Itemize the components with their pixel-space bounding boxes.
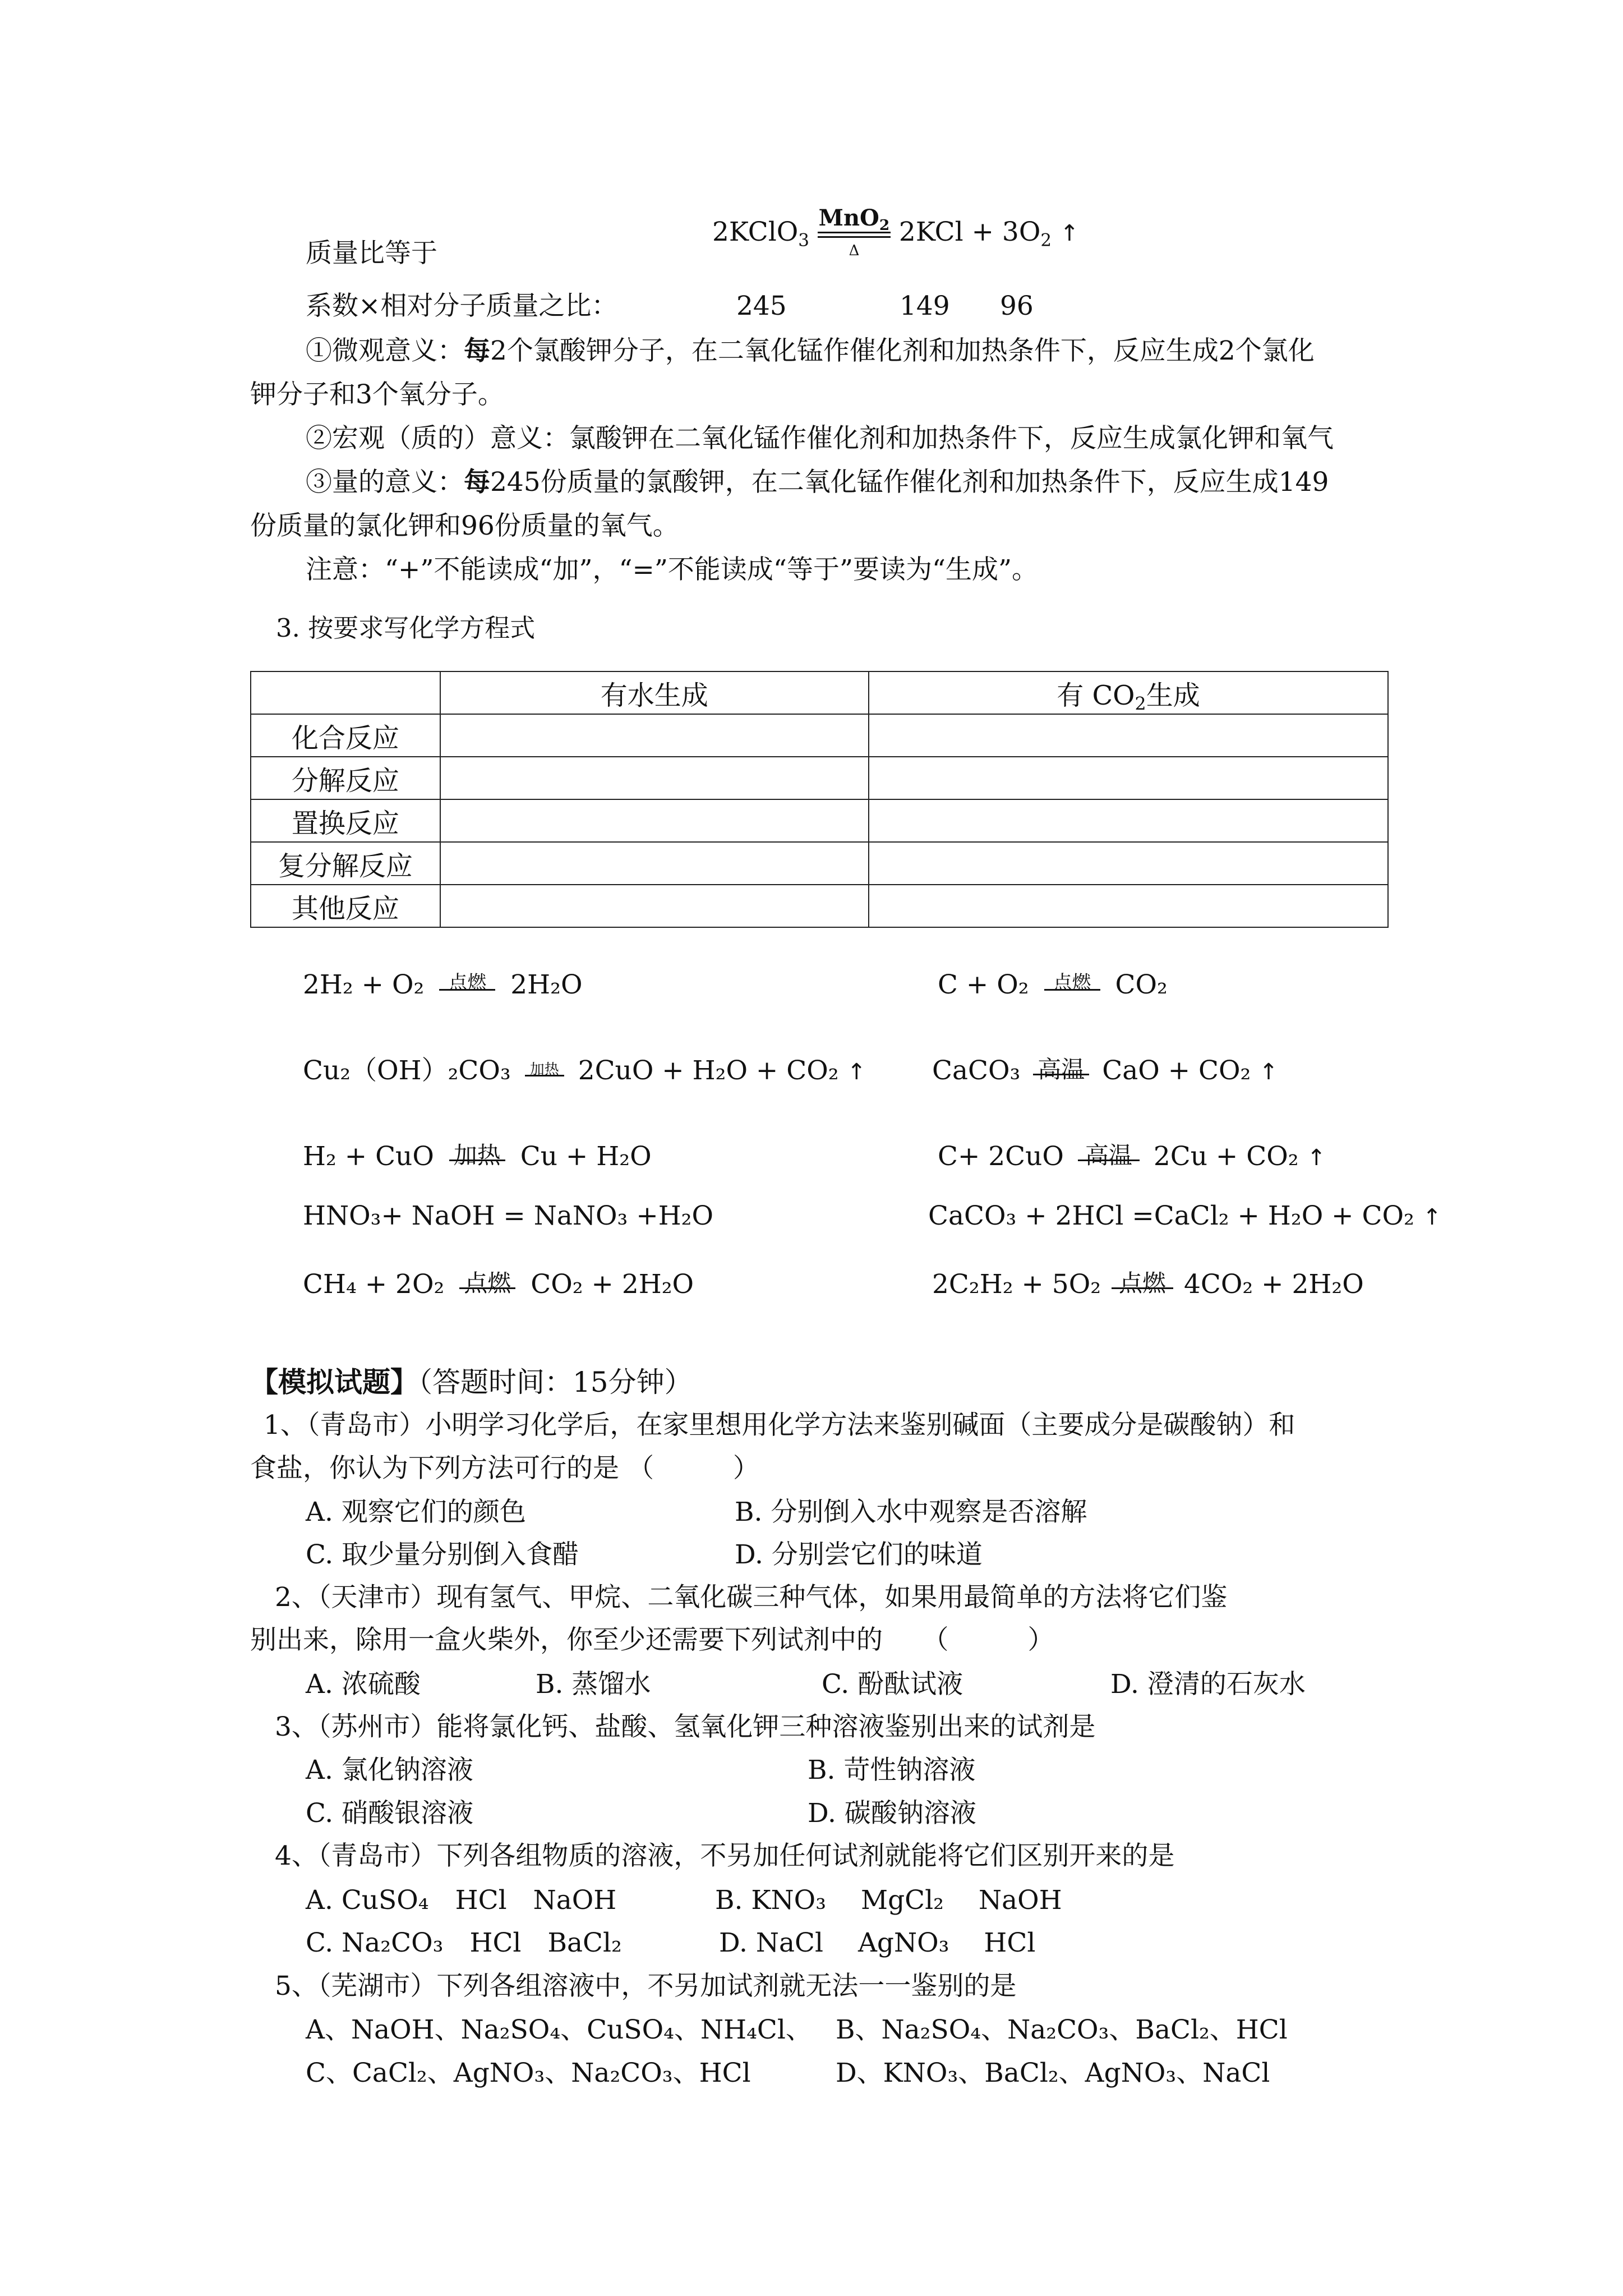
q1-option-a[interactable]: A. 观察它们的颜色 (306, 1497, 526, 1527)
mass-value-reactant: 245 (736, 291, 787, 321)
q5-option-b[interactable]: B、Na₂SO₄、Na₂CO₃、BaCl₂、HCl (836, 2014, 1288, 2045)
q3-option-b[interactable]: B. 苛性钠溶液 (808, 1755, 976, 1786)
reading-note: 注意：“+”不能读成“加”，“=”不能读成“等于”要读为“生成”。 (306, 554, 1039, 585)
q5-line1: 5、（芜湖市）下列各组溶液中，不另加试剂就无法一一鉴别的是 (275, 1971, 1017, 2001)
table-corner-cell (251, 671, 440, 714)
reaction-table (250, 671, 1389, 928)
row-label: 化合反应 (251, 714, 440, 757)
answer-cell[interactable] (869, 799, 1388, 842)
equation-c-o2: C + O₂ 点燃 CO₂ (938, 969, 1168, 1000)
table-row (251, 799, 1388, 842)
quant-bold: 每 (464, 467, 490, 498)
q1-option-d[interactable]: D. 分别尝它们的味道 (735, 1539, 983, 1570)
quiz-header-rest: （答题时间：15分钟） (418, 1366, 693, 1398)
mass-ratio-label: 质量比等于 (306, 238, 437, 269)
products: 2KCl + 3O (898, 217, 1041, 247)
equation-h2-cuo: H₂ + CuO 加热 Cu + H₂O (303, 1141, 652, 1172)
table-row (251, 757, 1388, 799)
q2-option-b[interactable]: B. 蒸馏水 (536, 1669, 651, 1700)
up-arrow-icon: ↑ (1307, 1145, 1326, 1171)
q1-line2: 食盐，你认为下列方法可行的是 （ ） (250, 1453, 759, 1484)
q5-option-a[interactable]: A、NaOH、Na₂SO₄、CuSO₄、NH₄Cl、 (306, 2014, 812, 2045)
equation-methane-combustion: CH₄ + 2O₂ 点燃 CO₂ + 2H₂O (303, 1269, 694, 1300)
q3-line1: 3、（苏州市）能将氯化钙、盐酸、氢氧化钾三种溶液鉴别出来的试剂是 (275, 1711, 1096, 1742)
q5-option-d[interactable]: D、KNO₃、BaCl₂、AgNO₃、NaCl (836, 2058, 1270, 2088)
quiz-header-bold: 【模拟试题】 (250, 1365, 418, 1398)
micro-text-1: 2个氯酸钾分子，在二氧化锰作催化剂和加热条件下，反应生成2个氯化 (490, 335, 1315, 366)
micro-prefix: ①微观意义： (306, 335, 464, 366)
q1-line1: 1、（青岛市）小明学习化学后，在家里想用化学方法来鉴别碱面（主要成分是碳酸钠）和 (264, 1410, 1295, 1441)
mass-value-o2: 96 (1000, 291, 1034, 321)
micro-meaning-line1 (306, 337, 1315, 366)
answer-cell[interactable] (440, 842, 869, 885)
equation-h2-o2: 2H₂ + O₂ 点燃 2H₂O (303, 969, 583, 1000)
quiz-header (250, 1366, 693, 1398)
table-row (251, 842, 1388, 885)
equation-caco3-hcl: CaCO₃ + 2HCl =CaCl₂ + H₂O + CO₂ ↑ (928, 1200, 1442, 1231)
col-co2-header (869, 671, 1388, 714)
answer-cell[interactable] (440, 757, 869, 799)
q2-line1: 2、（天津市）现有氢气、甲烷、二氧化碳三种气体，如果用最简单的方法将它们鉴 (275, 1582, 1228, 1613)
q3-option-a[interactable]: A. 氯化钠溶液 (306, 1755, 473, 1786)
table-row (251, 885, 1388, 927)
up-arrow-icon: ↑ (847, 1059, 866, 1085)
row-label: 分解反应 (251, 757, 440, 799)
catalyst-sub: 2 (879, 216, 890, 234)
table-header-row (251, 671, 1388, 714)
q2-option-c[interactable]: C. 酚酞试液 (822, 1669, 963, 1700)
answer-cell[interactable] (869, 757, 1388, 799)
macro-meaning: ②宏观（质的）意义：氯酸钾在二氧化锰作催化剂和加热条件下，反应生成氯化钾和氧气 (306, 423, 1334, 454)
quant-text-1: 245份质量的氯酸钾，在二氧化锰作催化剂和加热条件下，反应生成149 (490, 467, 1329, 498)
up-arrow-icon: ↑ (1060, 220, 1079, 246)
up-arrow-icon: ↑ (1259, 1059, 1278, 1085)
co2-prefix: 有 CO (1057, 679, 1135, 711)
row-label: 置换反应 (251, 799, 440, 842)
co2-suffix: 生成 (1146, 679, 1200, 711)
row-label: 复分解反应 (251, 842, 440, 885)
table-row (251, 714, 1388, 757)
q4-option-c[interactable]: C. Na₂CO₃ HCl BaCl₂ (306, 1927, 622, 1958)
reactant: 2KClO (712, 217, 799, 247)
co2-sub: 2 (1135, 694, 1146, 714)
q2-option-a[interactable]: A. 浓硫酸 (306, 1669, 421, 1700)
equation-neutralization: HNO₃+ NaOH = NaNO₃ +H₂O (303, 1200, 714, 1231)
equation-basic-copper-carbonate: Cu₂（OH）₂CO₃ 加热 2CuO + H₂O + CO₂ ↑ (303, 1055, 866, 1086)
answer-cell[interactable] (440, 885, 869, 927)
equation-c-cuo: C+ 2CuO 高温 2Cu + CO₂ ↑ (938, 1141, 1326, 1172)
coefficient-label: 系数×相对分子质量之比： (306, 291, 618, 321)
answer-cell[interactable] (440, 799, 869, 842)
answer-cell[interactable] (869, 885, 1388, 927)
catalyst: MnO (818, 205, 879, 231)
answer-cell[interactable] (869, 842, 1388, 885)
q4-option-d[interactable]: D. NaCl AgNO₃ HCl (719, 1927, 1036, 1958)
micro-meaning-line2: 钾分子和3个氧分子。 (250, 379, 504, 410)
q3-option-c[interactable]: C. 硝酸银溶液 (306, 1798, 474, 1829)
row-label: 其他反应 (251, 885, 440, 927)
answer-cell[interactable] (869, 714, 1388, 757)
equation-acetylene-combustion: 2C₂H₂ + 5O₂ 点燃 4CO₂ + 2H₂O (932, 1269, 1364, 1300)
reactant-sub: 3 (798, 230, 810, 251)
kclo3-equation (712, 205, 1079, 259)
up-arrow-icon: ↑ (1422, 1204, 1442, 1230)
q1-option-c[interactable]: C. 取少量分别倒入食醋 (306, 1539, 579, 1570)
col-water-header: 有水生成 (440, 671, 869, 714)
mass-value-kcl: 149 (900, 291, 950, 321)
q2-option-d[interactable]: D. 澄清的石灰水 (1110, 1669, 1306, 1700)
equation-caco3-decompose: CaCO₃ 高温 CaO + CO₂ ↑ (932, 1055, 1278, 1086)
quant-meaning-line1 (306, 468, 1329, 497)
quant-meaning-line2: 份质量的氯化钾和96份质量的氧气。 (250, 510, 679, 541)
quant-prefix: ③量的意义： (306, 467, 464, 498)
products-sub: 2 (1040, 230, 1052, 251)
q2-line2: 别出来，除用一盒火柴外，你至少还需要下列试剂中的 （ ） (250, 1625, 1054, 1655)
micro-bold: 每 (464, 335, 490, 366)
q4-option-a[interactable]: A. CuSO₄ HCl NaOH (306, 1885, 617, 1916)
q3-option-d[interactable]: D. 碳酸钠溶液 (808, 1798, 976, 1829)
q4-option-b[interactable]: B. KNO₃ MgCl₂ NaOH (715, 1885, 1062, 1916)
q4-line1: 4、（青岛市）下列各组物质的溶液，不另加任何试剂就能将它们区别开来的是 (275, 1841, 1175, 1871)
section3-title: 3. 按要求写化学方程式 (276, 613, 536, 643)
answer-cell[interactable] (440, 714, 869, 757)
heat-symbol: Δ (849, 242, 860, 259)
q5-option-c[interactable]: C、CaCl₂、AgNO₃、Na₂CO₃、HCl (306, 2058, 751, 2088)
q1-option-b[interactable]: B. 分别倒入水中观察是否溶解 (735, 1497, 1087, 1527)
